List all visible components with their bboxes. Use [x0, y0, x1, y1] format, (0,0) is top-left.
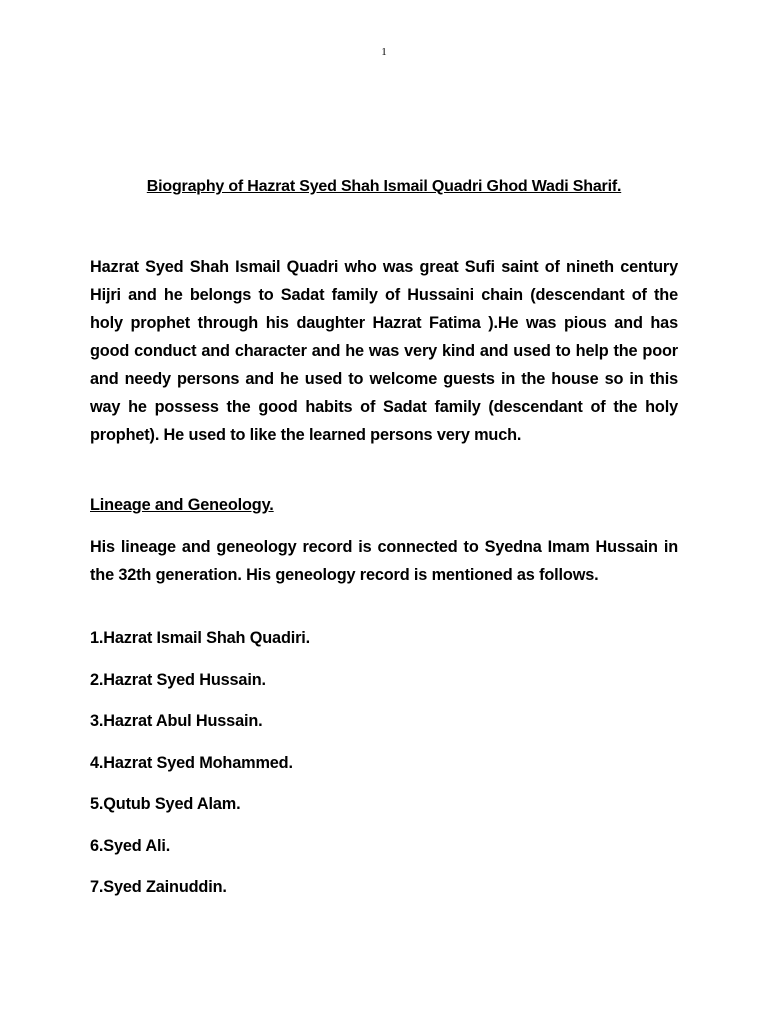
genealogy-list [90, 624, 310, 915]
genealogy-item: 1.Hazrat Ismail Shah Quadiri. [90, 629, 311, 647]
document-title: Biography of Hazrat Syed Shah Ismail Quadri Ghod Wadi Sharif. [146, 178, 622, 195]
genealogy-item: 3.Hazrat Abul Hussain. [90, 712, 263, 730]
lineage-paragraph: His lineage and geneology record is connected to Syedna Imam Hussain in the 32th generation. His geneology record is mentioned as follows. [90, 538, 678, 584]
genealogy-item: 6.Syed Ali. [90, 836, 171, 855]
genealogy-item: 5.Qutub Syed Alam. [90, 795, 241, 813]
lineage-heading: Lineage and Geneology. [90, 496, 274, 514]
genealogy-item: 4.Hazrat Syed Mohammed. [90, 753, 293, 772]
intro-paragraph: Hazrat Syed Shah Ismail Quadri who was great Sufi saint of nineth century Hijri and he belongs to Sadat family of Hussaini chain (descendant of the holy prophet through his daughter Hazrat Fatima ).He was pious and has good conduct and character and he was very kind and used to help the poor and needy persons and he used to welcome guests in the house so in this way he possess the good habits of Sadat family (descendant of the holy prophet). He used to like the learned persons very much. [90, 258, 678, 444]
genealogy-item: 2.Hazrat Syed Hussain. [90, 670, 266, 689]
page-number: 1 [381, 46, 387, 58]
genealogy-item: 7.Syed Zainuddin. [90, 878, 227, 896]
